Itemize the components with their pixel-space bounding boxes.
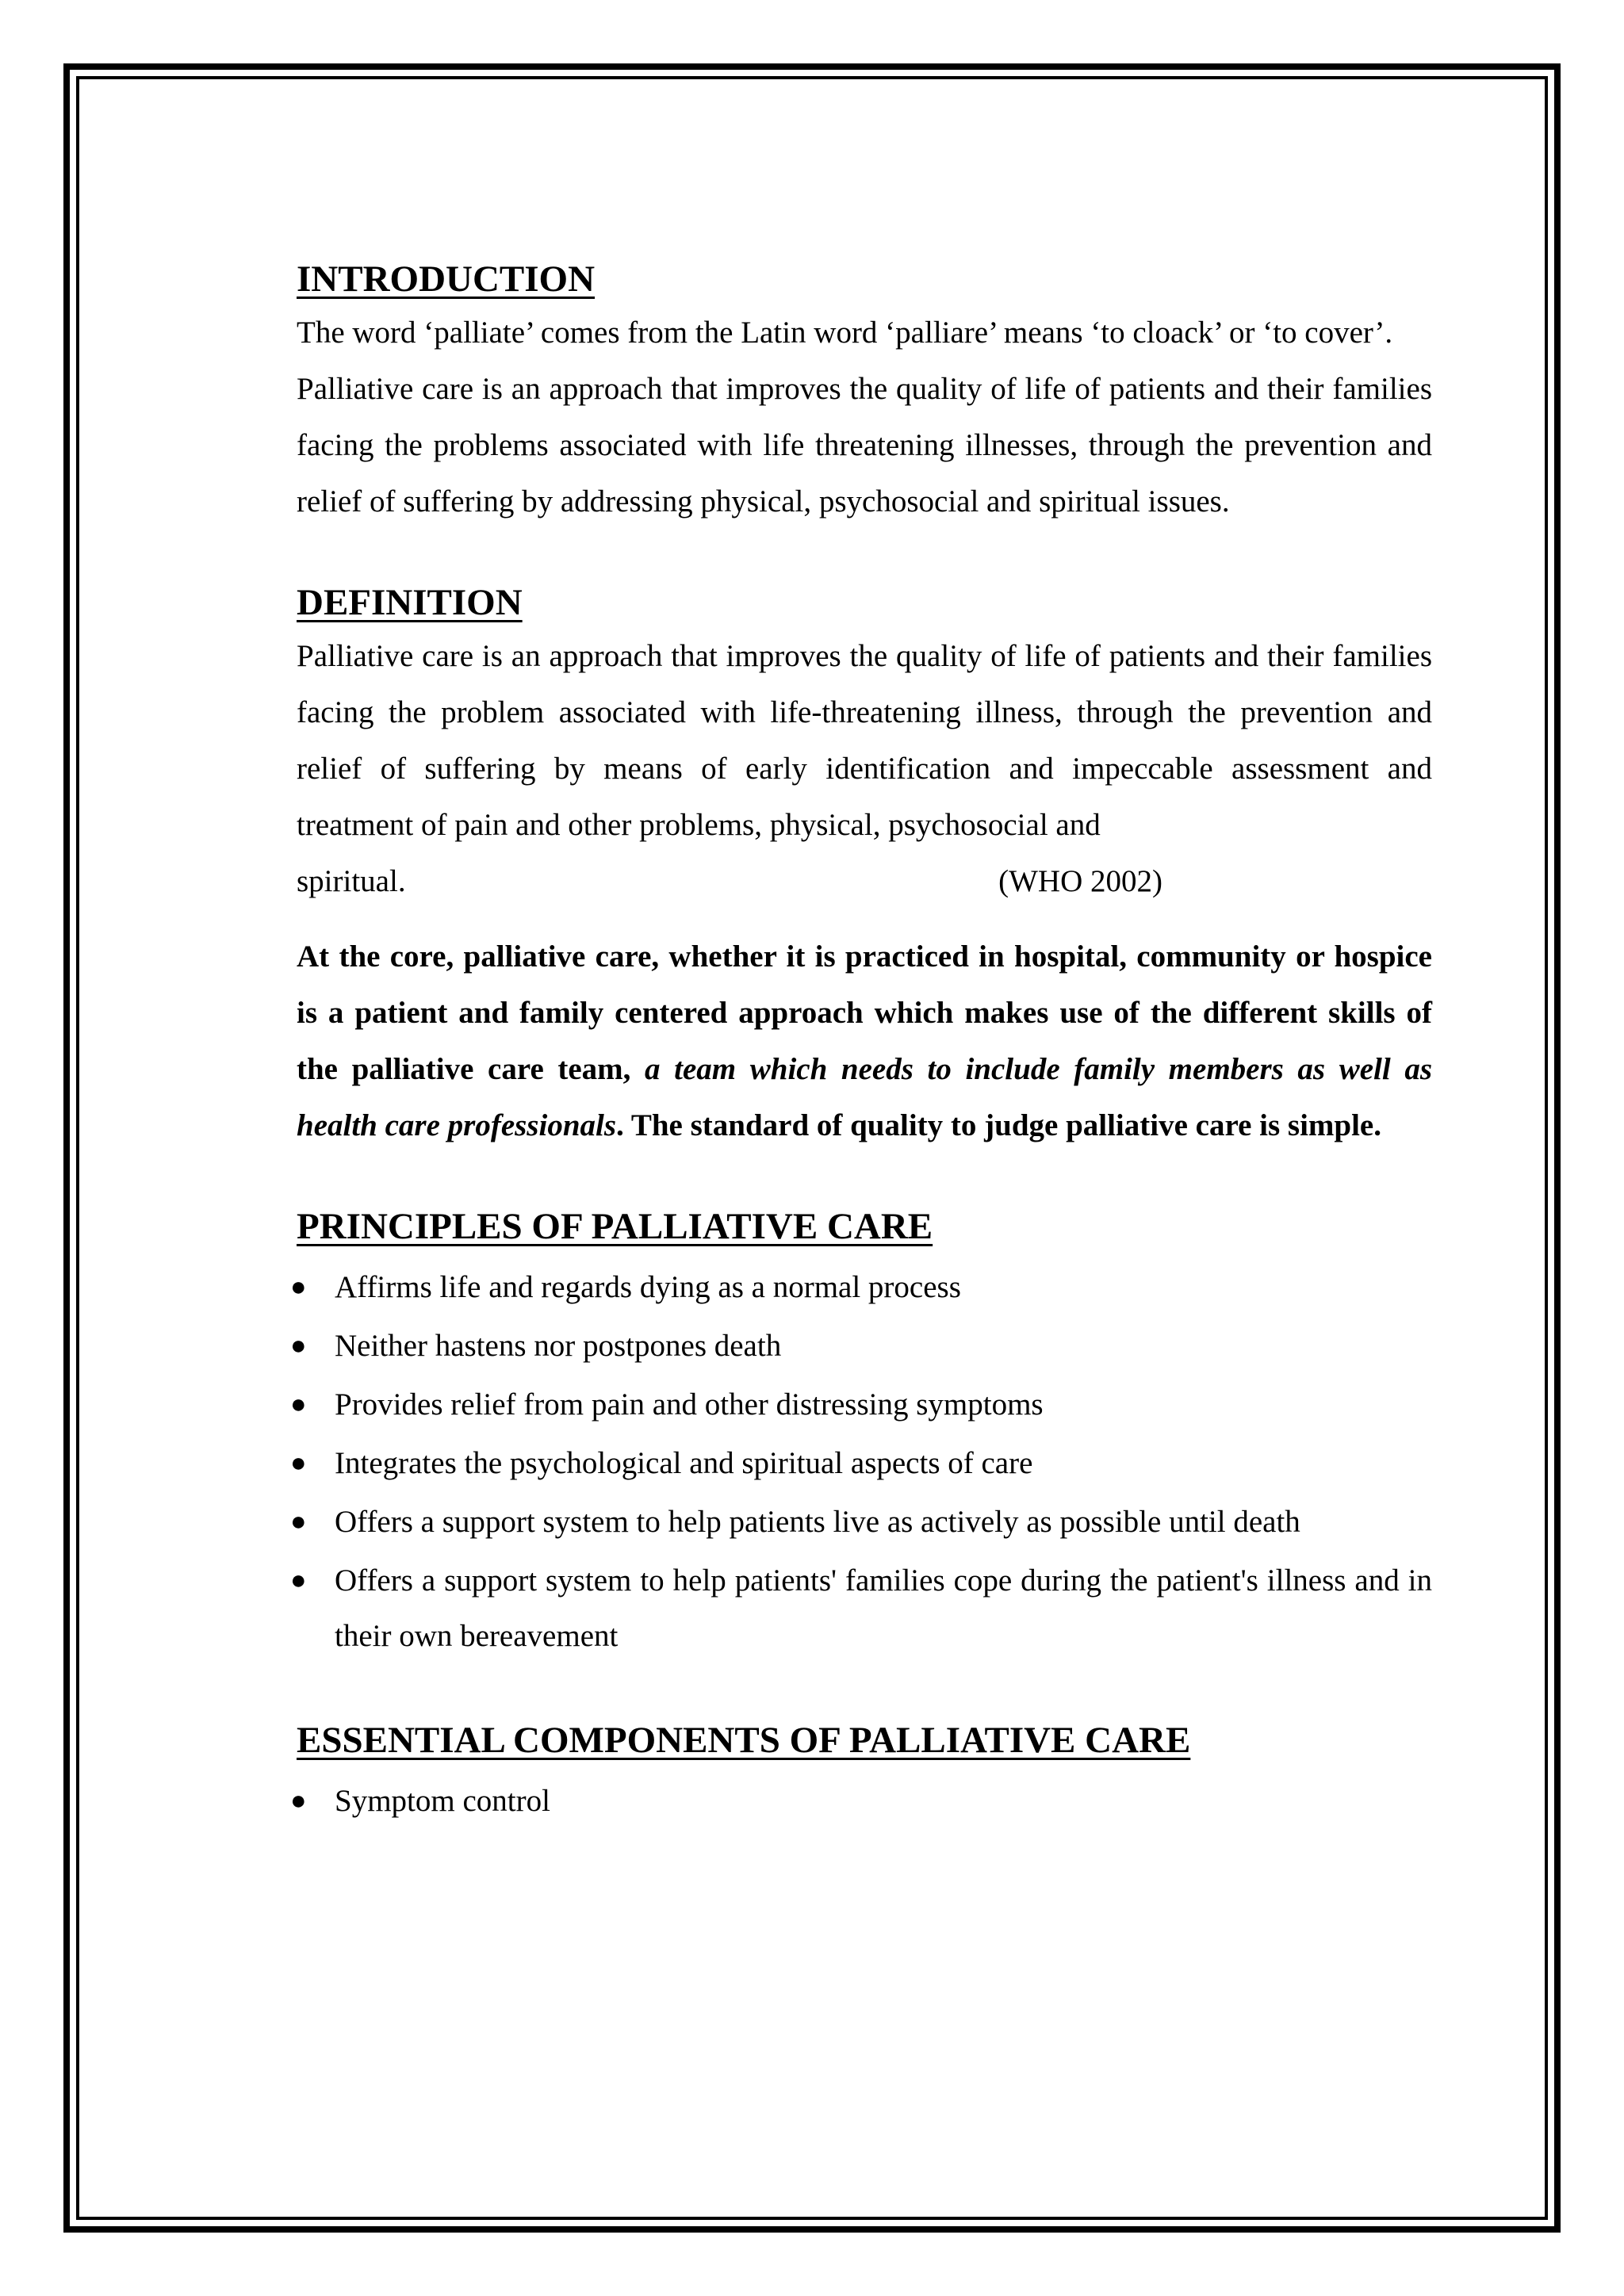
- document-body: [290, 254, 1433, 1832]
- list-item: [290, 1377, 1432, 1433]
- core-bold-start: At the core, palliative care, whether it is practiced in hospital, community or hospice is a patient and family centered approach which makes use of the different skills of the palliative care team,: [297, 939, 1432, 1086]
- definition-last-word: spiritual.: [297, 864, 406, 898]
- list-item: [290, 1553, 1432, 1664]
- introduction-heading: INTRODUCTION: [297, 258, 596, 300]
- bullet-icon: ●: [290, 1448, 307, 1478]
- principle-text: Integrates the psychological and spiritual aspects of care: [335, 1446, 1033, 1480]
- bullet-icon: ●: [290, 1566, 307, 1595]
- bullet-icon: ●: [290, 1331, 307, 1360]
- component-text: Symptom control: [335, 1784, 550, 1818]
- core-italic-phrase: a team which needs to include family members as well as health care professionals: [297, 1052, 1433, 1142]
- list-item: [290, 1436, 1432, 1491]
- principle-text: Offers a support system to help patients live as actively as possible until death: [335, 1505, 1300, 1539]
- bullet-icon: ●: [290, 1390, 307, 1419]
- principles-heading: PRINCIPLES OF PALLIATIVE CARE: [297, 1206, 933, 1247]
- definition-heading: DEFINITION: [297, 582, 523, 623]
- bullet-icon: ●: [290, 1507, 307, 1536]
- definition-citation: (WHO 2002): [998, 864, 1162, 898]
- bullet-icon: ●: [290, 1786, 307, 1816]
- principle-text: Neither hastens nor postpones death: [335, 1329, 782, 1363]
- components-list: [290, 1774, 1432, 1829]
- bullet-icon: ●: [290, 1272, 307, 1302]
- definition-paragraph: Palliative care is an approach that improves the quality of life of patients and their families facing the problem associated with life-threatening illness, through the prevention and relief of suffering by means of early identification and impeccable assessment and treatment of pain and other problems, physical, psychosocial and: [297, 639, 1432, 842]
- core-bold-end: . The standard of quality to judge palliative care is simple.: [616, 1108, 1381, 1142]
- list-item: [290, 1318, 1432, 1374]
- introduction-paragraph-2: Palliative care is an approach that improves the quality of life of patients and their families facing the problems associated with life threatening illnesses, through the prevention and relief of suffering by addressing physical, psychosocial and spiritual issues.: [297, 372, 1432, 519]
- components-heading: ESSENTIAL COMPONENTS OF PALLIATIVE CARE: [297, 1720, 1191, 1761]
- principles-list: [290, 1260, 1432, 1664]
- principle-text: Provides relief from pain and other distressing symptoms: [335, 1387, 1044, 1422]
- list-item: [290, 1260, 1432, 1315]
- list-item: [290, 1494, 1432, 1550]
- principle-text: Affirms life and regards dying as a normal process: [335, 1270, 961, 1304]
- principle-text: Offers a support system to help patients' families cope during the patient's illness and in their own bereavement: [335, 1563, 1432, 1653]
- definition-last-line: [297, 853, 1432, 909]
- list-item: [290, 1774, 1432, 1829]
- core-paragraph: [297, 928, 1432, 1154]
- introduction-paragraph-1: The word ‘palliate’ comes from the Latin word ‘palliare’ means ‘to cloack’ or ‘to cover’.: [297, 316, 1393, 350]
